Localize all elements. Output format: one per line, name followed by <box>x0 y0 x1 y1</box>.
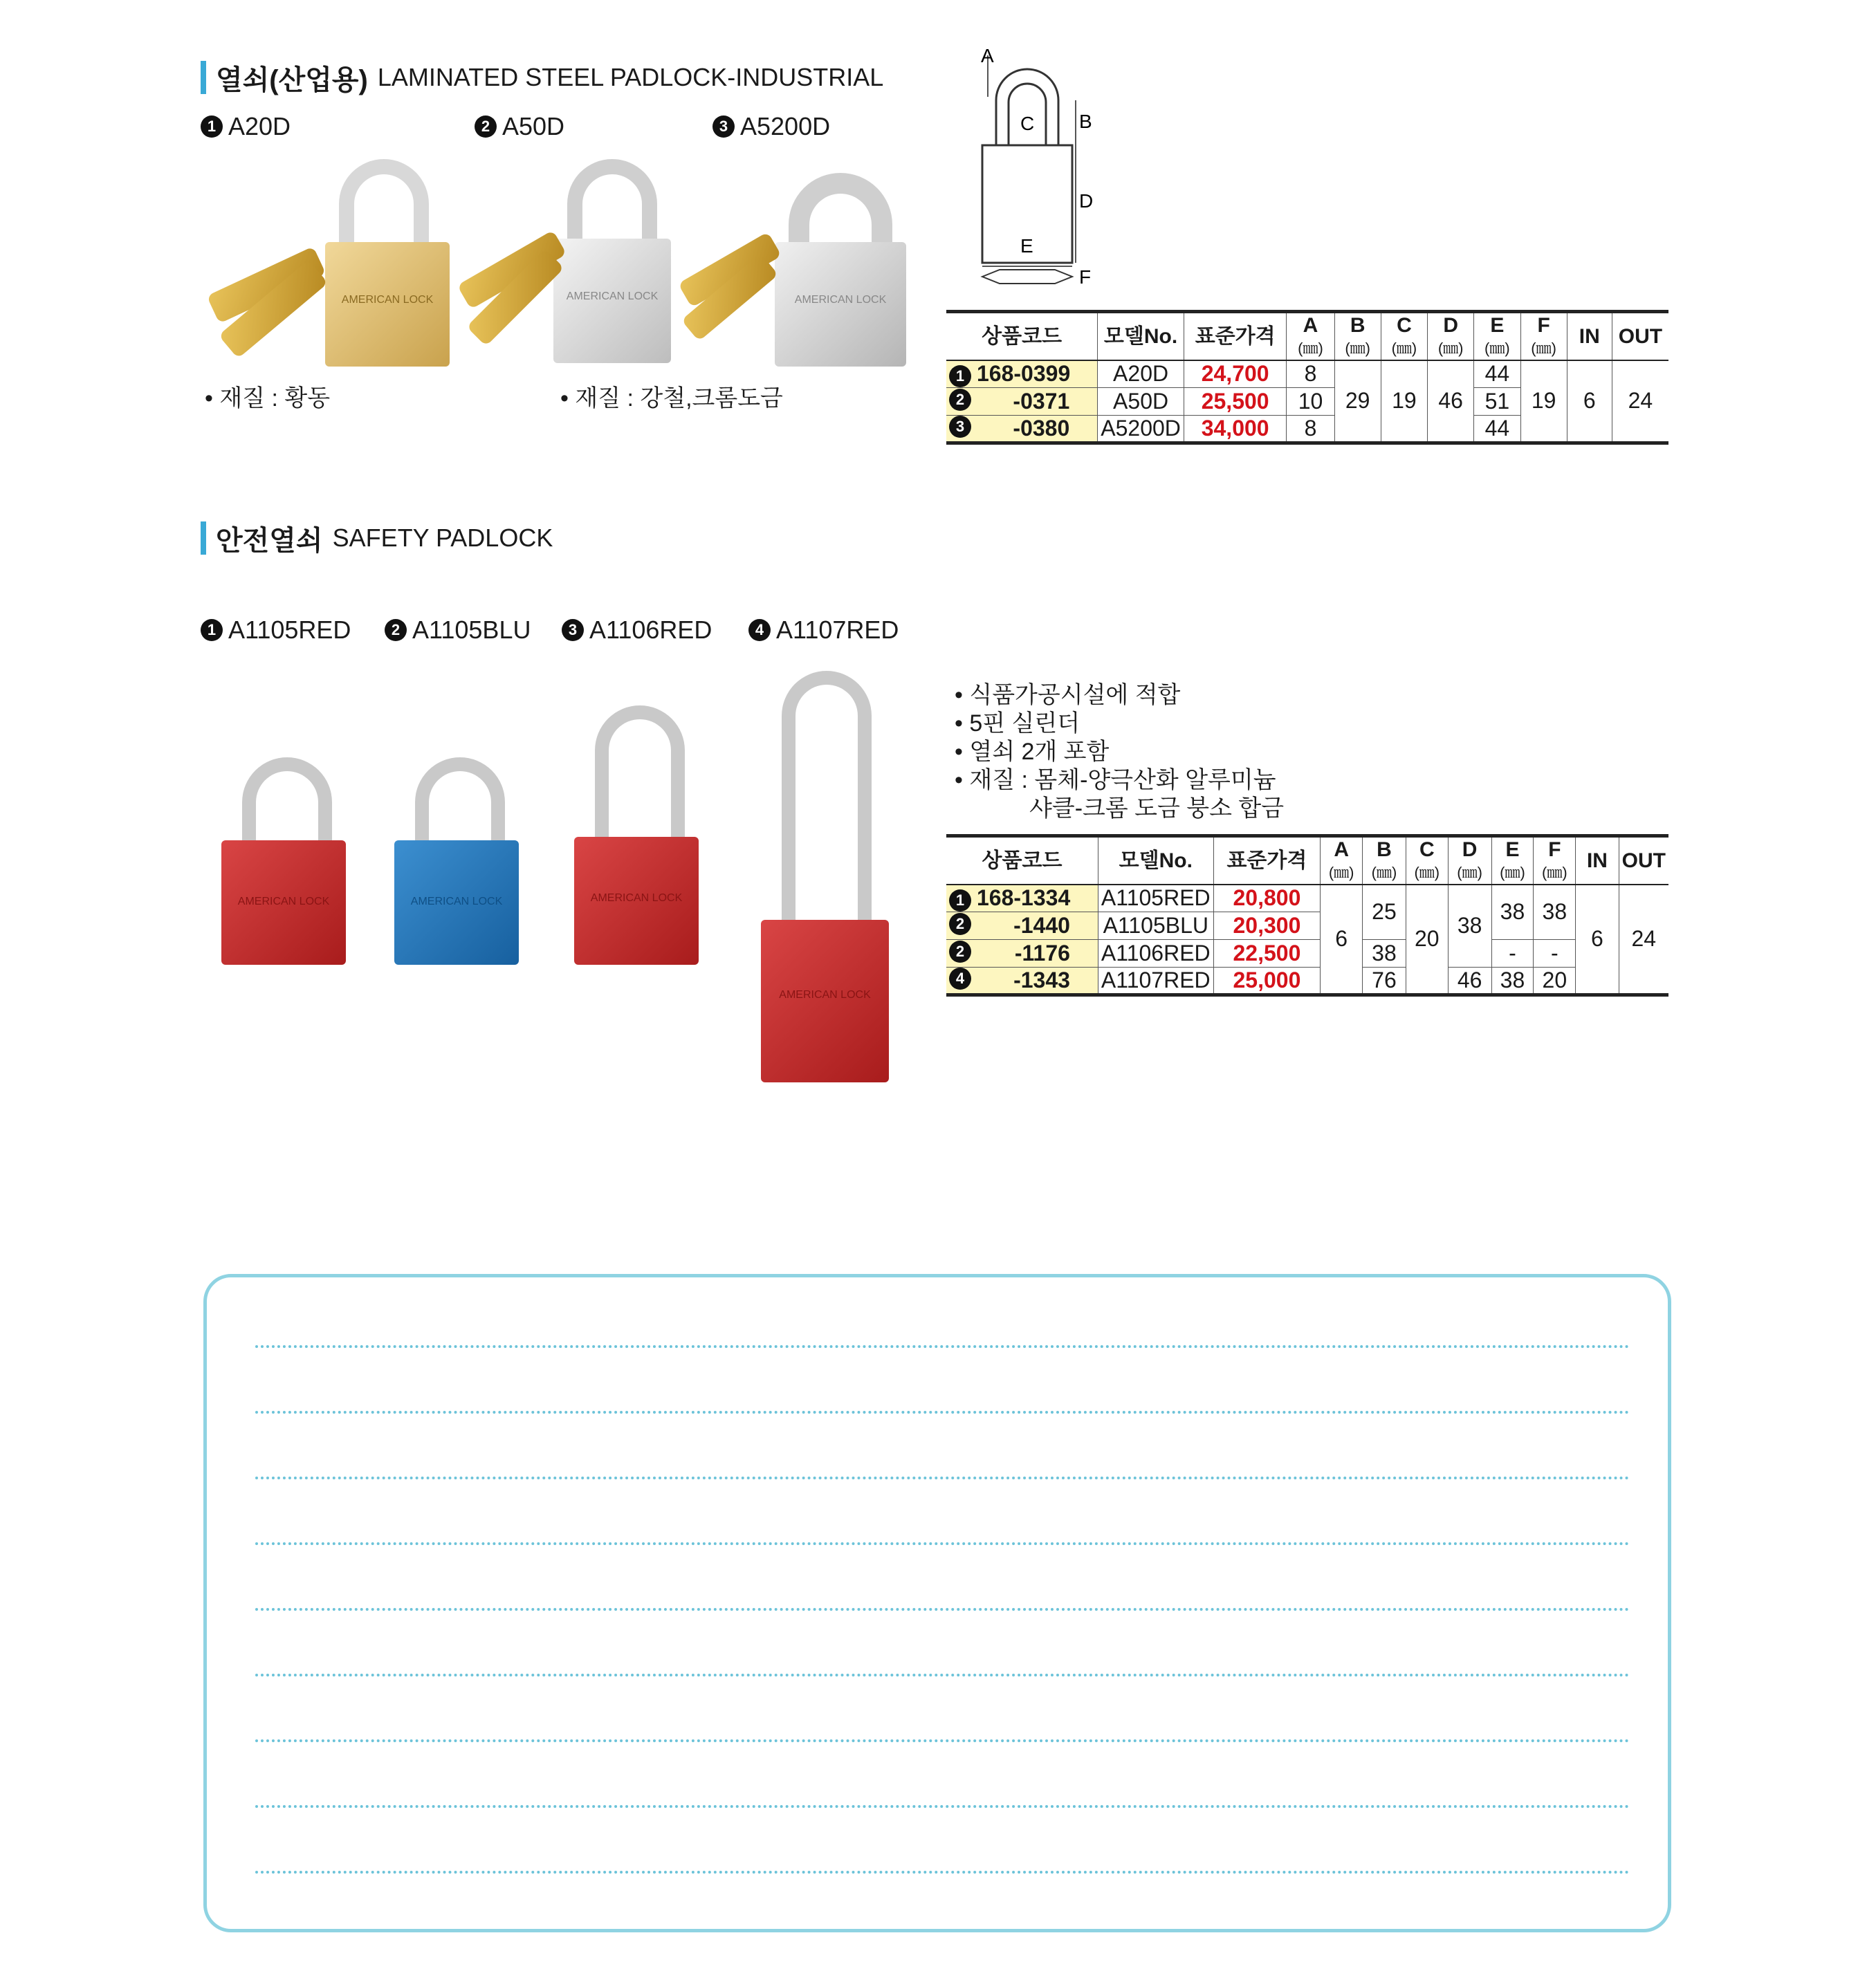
memo-line <box>255 1542 1630 1545</box>
product-label-a1106red: 3 A1106RED <box>562 616 712 645</box>
table-row: 2 -0371 A50D 25,500 10 51 <box>946 388 1668 416</box>
red-lock-body <box>761 920 889 1082</box>
header-f: F (㎜) <box>1520 312 1567 360</box>
product-label-a1105blu: 2 A1105BLU <box>385 616 531 645</box>
table-row: 2 -1176 A1106RED 22,500 38 - - <box>946 940 1668 968</box>
padlock-photos-industrial <box>194 152 920 373</box>
brand-text: AMERICAN LOCK <box>237 896 330 907</box>
memo-line <box>255 1739 1630 1742</box>
red-lock-body <box>574 837 699 965</box>
brand-text: AMERICAN LOCK <box>779 989 871 1001</box>
brand-text: AMERICAN LOCK <box>341 294 434 306</box>
chrome-lock-body <box>553 239 671 363</box>
shackle-icon <box>595 705 685 844</box>
blue-lock-body <box>394 840 519 965</box>
header-f: F (㎜) <box>1534 836 1576 885</box>
dim-label-a: A <box>981 45 994 66</box>
feature-item: • 5핀 실린더 <box>955 710 1080 737</box>
header-model: 모델No. <box>1098 312 1184 360</box>
header-in: IN <box>1576 836 1619 885</box>
dim-label-b: B <box>1079 111 1092 132</box>
table-row: 3 -0380 A5200D 34,000 8 44 <box>946 416 1668 443</box>
title-accent-bar <box>201 521 206 555</box>
section1-title <box>201 57 883 98</box>
section1-title-ko: 열쇠(산업용) <box>216 64 368 95</box>
memo-line <box>255 1411 1630 1414</box>
memo-box <box>203 1274 1671 1932</box>
product-label-a5200d: 3 A5200D <box>712 112 830 141</box>
brand-text: AMERICAN LOCK <box>794 294 887 306</box>
memo-line <box>255 1477 1630 1479</box>
material-note-brass: • 재질 : 황동 <box>205 385 331 412</box>
feature-item: • 재질 : 몸체-양극산화 알루미늄 <box>955 767 1276 793</box>
dim-label-e: E <box>1020 235 1033 257</box>
brass-lock-body <box>325 242 450 367</box>
header-e: E (㎜) <box>1474 312 1520 360</box>
header-code: 상품코드 <box>946 312 1098 360</box>
dim-label-d: D <box>1079 190 1094 212</box>
memo-line <box>255 1608 1630 1611</box>
number-badge: 3 <box>712 115 735 138</box>
red-lock-body <box>221 840 346 965</box>
section2-title-ko: 안전열쇠 <box>216 525 323 556</box>
safety-padlock-photos <box>208 664 913 1093</box>
number-badge: 3 <box>562 619 584 641</box>
title-accent-bar <box>201 61 206 94</box>
memo-line <box>255 1805 1630 1808</box>
feature-list <box>955 681 1284 823</box>
header-d: D (㎜) <box>1428 312 1474 360</box>
shackle-icon <box>782 671 872 934</box>
shackle-icon <box>415 757 505 854</box>
table-row: 4 -1343 A1107RED 25,000 76 46 38 20 <box>946 968 1668 995</box>
header-out: OUT <box>1619 836 1668 885</box>
header-model: 모델No. <box>1098 836 1213 885</box>
header-a: A (㎜) <box>1287 312 1334 360</box>
brand-text: AMERICAN LOCK <box>410 896 503 907</box>
chrome-lock-body <box>775 242 906 367</box>
dimension-diagram <box>962 41 1169 290</box>
section1-title-en: LAMINATED STEEL PADLOCK-INDUSTRIAL <box>377 63 884 91</box>
feature-item: • 식품가공시설에 적합 <box>955 682 1181 708</box>
product-label-a50d: 2 A50D <box>475 112 564 141</box>
brand-text: AMERICAN LOCK <box>566 290 659 302</box>
number-badge: 2 <box>475 115 497 138</box>
header-price: 표준가격 <box>1213 836 1321 885</box>
header-in: IN <box>1567 312 1612 360</box>
product-label-a1107red: 4 A1107RED <box>748 616 899 645</box>
table-row: 2 -1440 A1105BLU 20,300 <box>946 912 1668 940</box>
header-c: C (㎜) <box>1381 312 1427 360</box>
header-price: 표준가격 <box>1184 312 1287 360</box>
header-out: OUT <box>1612 312 1668 360</box>
product-label-a1105red: 1 A1105RED <box>201 616 351 645</box>
section2-title <box>201 517 553 559</box>
section2-title-en: SAFETY PADLOCK <box>332 524 553 552</box>
spec-table-industrial <box>946 310 1668 445</box>
shackle-icon <box>242 757 332 854</box>
table-row: 1 168-1334 A1105RED 20,800 6 25 20 38 38 38 6 24 <box>946 885 1668 912</box>
brand-text: AMERICAN LOCK <box>590 892 683 904</box>
number-badge: 1 <box>201 115 223 138</box>
dim-label-f: F <box>1079 266 1092 288</box>
header-a: A (㎜) <box>1321 836 1363 885</box>
spec-table-safety <box>946 834 1668 997</box>
dim-label-c: C <box>1020 113 1035 134</box>
feature-item: 샤클-크롬 도금 붕소 합금 <box>1029 795 1285 822</box>
number-badge: 4 <box>748 619 771 641</box>
header-c: C (㎜) <box>1406 836 1448 885</box>
memo-line <box>255 1345 1630 1348</box>
material-note-steel: • 재질 : 강철,크롬도금 <box>560 385 783 412</box>
memo-line <box>255 1674 1630 1676</box>
memo-line <box>255 1871 1630 1874</box>
table-row: 1 168-0399 A20D 24,700 8 29 19 46 44 19 6 24 <box>946 360 1668 388</box>
header-e: E (㎜) <box>1491 836 1534 885</box>
header-d: D (㎜) <box>1448 836 1491 885</box>
feature-item: • 열쇠 2개 포함 <box>955 739 1110 765</box>
product-label-a20d: 1 A20D <box>201 112 291 141</box>
number-badge: 1 <box>201 619 223 641</box>
header-b: B (㎜) <box>1334 312 1381 360</box>
number-badge: 2 <box>385 619 407 641</box>
header-b: B (㎜) <box>1363 836 1406 885</box>
header-code: 상품코드 <box>946 836 1098 885</box>
